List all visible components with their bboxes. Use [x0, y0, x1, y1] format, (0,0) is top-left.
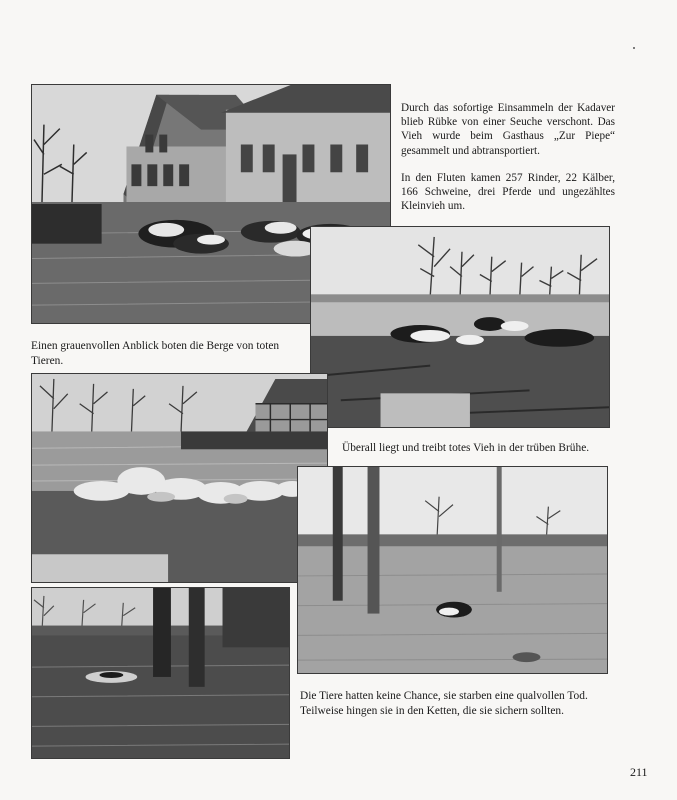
caption-no-chance-line2: Teilweise hingen sie in den Ketten, die sie sichern sollten. [300, 705, 564, 717]
photo-flooded-forest [297, 466, 608, 674]
intro-paragraph-2: In den Fluten kamen 257 Rinder, 22 Kälber, 166 Schweine, drei Pferde und ungezähltes Kleinvieh um. [401, 172, 615, 213]
photo-flooded-trees [31, 587, 290, 759]
caption-gray-view: Einen grauenvollen Anblick boten die Berge von toten Tieren. [31, 340, 280, 367]
page-speck [633, 47, 635, 49]
page-number: 211 [630, 765, 648, 779]
photo-pile-of-animals [31, 373, 328, 583]
intro-paragraph-1: Durch das sofortige Einsammeln der Kadaver blieb Rübke von einer Seuche verschont. Das Vieh wurde beim Gasthaus „Zur Piepe“ gesammelt und abtransportiert. [401, 102, 615, 157]
photo-field-carcasses [310, 226, 610, 428]
caption-no-chance-line1: Die Tiere hatten keine Chance, sie starben eine qualvollen Tod. [300, 690, 588, 702]
caption-everywhere: Überall liegt und treibt totes Vieh in der trüben Brühe. [342, 442, 590, 454]
